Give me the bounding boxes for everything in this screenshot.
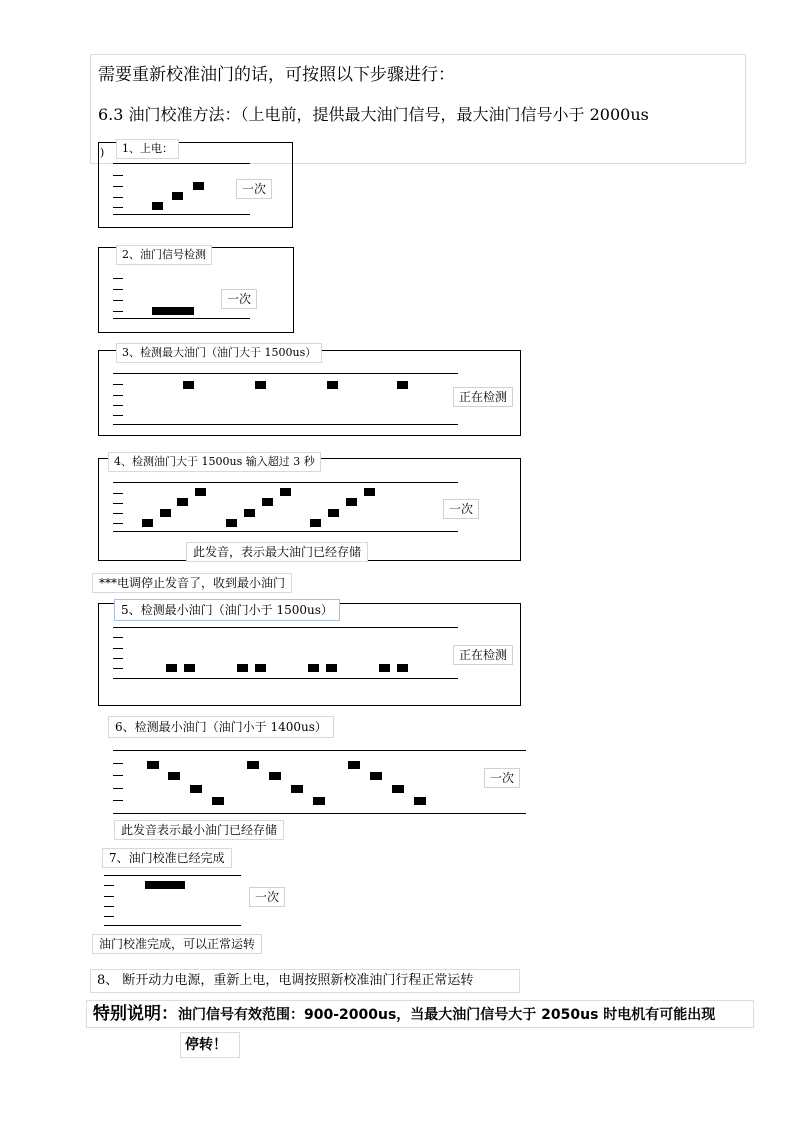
level-tick [113,395,123,396]
tone-pulse [280,488,291,496]
signal-top-line [113,627,458,628]
tone-pulse [142,519,153,527]
step-7-label: 7、油门校准已经完成 [102,848,232,868]
special-text: 油门信号有效范围：900-2000us，当最大油门信号大于 2050us 时电机有可能出现 [178,1007,716,1023]
tone-pulse [244,509,255,517]
level-tick [113,658,123,659]
signal-bottom-line [104,925,241,926]
level-tick [113,311,123,312]
step-7-repeat: 一次 [249,887,285,907]
signal-top-line [113,373,458,374]
tone-pulse [310,519,321,527]
stop-note: ***电调停止发音了，收到最小油门 [92,573,292,593]
tone-pulse [237,664,248,672]
tone-pulse [190,785,202,793]
level-tick [113,415,123,416]
level-tick [113,405,123,406]
step-5-status: 正在检测 [453,645,513,665]
level-tick [104,885,114,886]
step-8-text: 8、 断开动力电源，重新上电，电调按照新校准油门行程正常运转 [90,969,520,993]
tone-pulse [255,664,266,672]
step-3-label: 3、检测最大油门（油门大于 1500us） [116,343,322,363]
step-1-bracket: ) [100,146,105,159]
signal-bottom-line [113,424,458,425]
step-2-label: 2、油门信号检测 [116,245,212,265]
step-2-repeat: 一次 [221,289,257,309]
level-tick [113,278,123,279]
level-tick [113,503,123,504]
level-tick [113,186,123,187]
level-tick [113,384,123,385]
tone-pulse [212,797,224,805]
tone-pulse [327,381,338,389]
tone-pulse [184,664,195,672]
level-tick [113,207,123,208]
tone-pulse [397,381,408,389]
special-heading: 特别说明： [93,1004,178,1024]
special-note-continued: 停转！ [180,1032,240,1058]
tone-pulse [195,488,206,496]
level-tick [113,300,123,301]
level-tick [113,763,123,764]
signal-top-line [113,482,458,483]
step-1-label: 1、上电： [116,139,179,159]
step-5-label: 5、检测最小油门（油门小于 1500us） [114,599,340,621]
tone-pulse [291,785,303,793]
level-tick [113,775,123,776]
section-title: 6.3 油门校准方法：（上电前，提供最大油门信号，最大油门信号小于 2000us [98,105,649,124]
level-tick [104,916,114,917]
level-tick [104,906,114,907]
tone-pulse [160,509,171,517]
tone-pulse [152,202,163,210]
tone-pulse [226,519,237,527]
step-4-repeat: 一次 [443,499,479,519]
step-7-note: 油门校准完成，可以正常运转 [92,934,262,954]
tone-pulse [269,772,281,780]
tone-pulse [370,772,382,780]
signal-bottom-line [113,214,250,215]
tone-pulse [145,881,185,889]
level-tick [113,175,123,176]
step-4-label: 4、检测油门大于 1500us 输入超过 3 秒 [108,452,321,472]
step-6-note: 此发音表示最小油门已经存储 [114,820,284,840]
signal-top-line [113,163,250,164]
signal-top-line [104,875,241,876]
step-6-label: 6、检测最小油门（油门小于 1400us） [108,716,334,738]
level-tick [113,493,123,494]
tone-pulse [247,761,259,769]
level-tick [113,668,123,669]
tone-pulse [313,797,325,805]
special-note [86,1000,754,1028]
level-tick [113,637,123,638]
tone-pulse [255,381,266,389]
tone-pulse [152,307,194,315]
signal-top-line [113,750,526,751]
signal-bottom-line [113,318,250,319]
tone-pulse [166,664,177,672]
level-tick [113,513,123,514]
level-tick [113,197,123,198]
tone-pulse [308,664,319,672]
intro-text: 需要重新校准油门的话，可按照以下步骤进行： [98,65,455,85]
tone-pulse [172,192,183,200]
tone-pulse [348,761,360,769]
tone-pulse [392,785,404,793]
level-tick [113,648,123,649]
step-4-note: 此发音，表示最大油门已经存储 [186,542,368,562]
level-tick [113,289,123,290]
tone-pulse [183,381,194,389]
level-tick [113,788,123,789]
tone-pulse [193,182,204,190]
signal-bottom-line [113,531,458,532]
level-tick [104,896,114,897]
level-tick [113,523,123,524]
signal-bottom-line [113,678,458,679]
step-6-repeat: 一次 [484,768,520,788]
step-3-status: 正在检测 [453,387,513,407]
step-1-repeat: 一次 [236,179,272,199]
tone-pulse [168,772,180,780]
tone-pulse [326,664,337,672]
tone-pulse [177,498,188,506]
tone-pulse [414,797,426,805]
tone-pulse [397,664,408,672]
tone-pulse [147,761,159,769]
tone-pulse [346,498,357,506]
signal-bottom-line [113,813,526,814]
tone-pulse [379,664,390,672]
tone-pulse [328,509,339,517]
level-tick [113,800,123,801]
tone-pulse [364,488,375,496]
tone-pulse [262,498,273,506]
